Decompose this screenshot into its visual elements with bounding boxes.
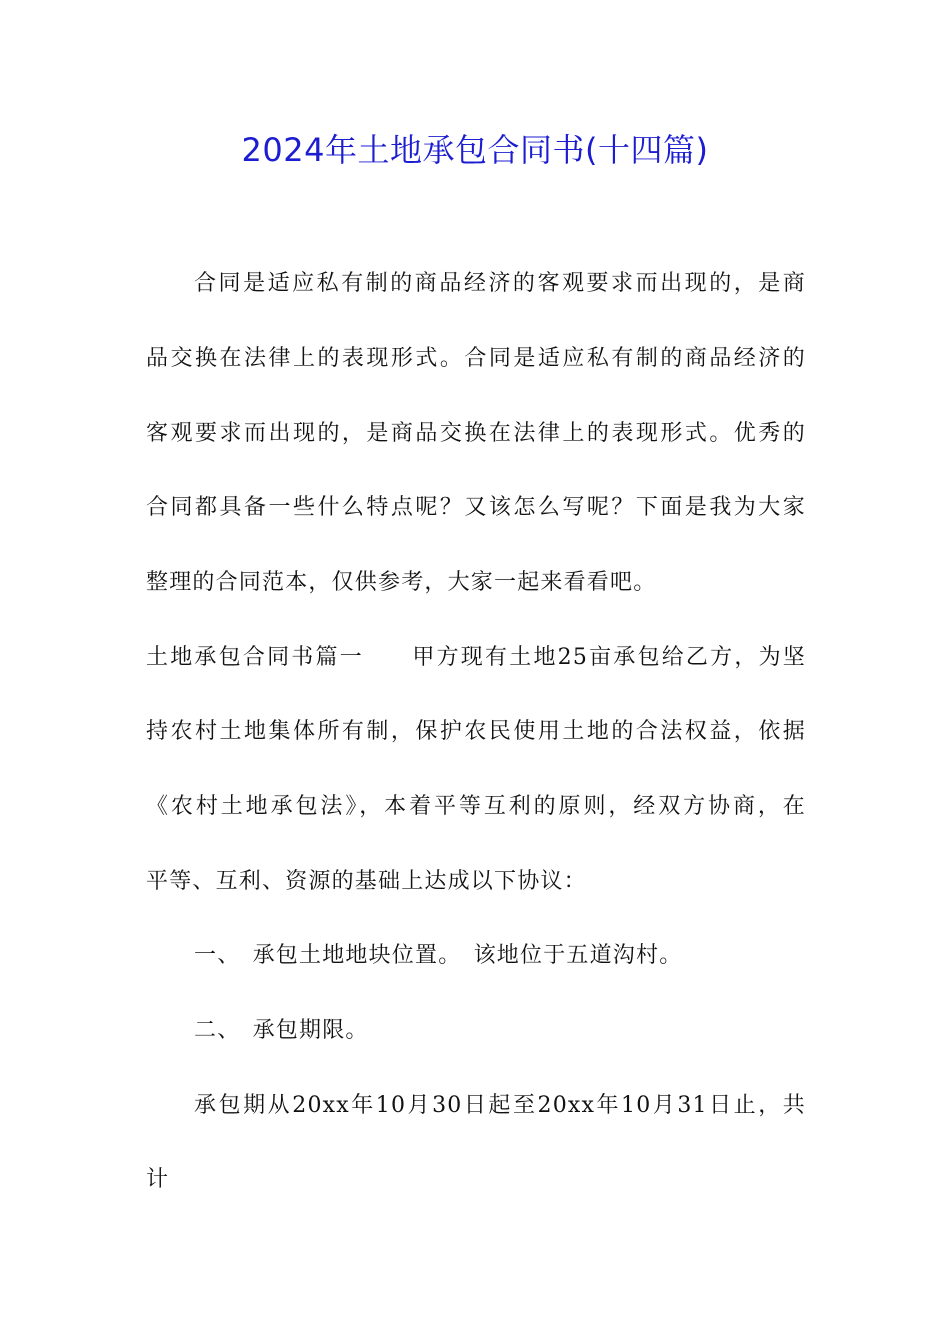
text-line-12: 承包期从20xx年10月30日起至20xx年10月31日止，共: [194, 1093, 806, 1118]
text-line-10: 一、 承包土地地块位置。 该地位于五道沟村。: [194, 943, 683, 968]
text-line-1: 合同是适应私有制的商品经济的客观要求而出现的，是商: [194, 271, 806, 296]
text-line-11: 二、 承包期限。: [194, 1018, 369, 1043]
text-line-7: 持农村土地集体所有制，保护农民使用土地的合法权益，依据: [146, 719, 806, 744]
text-line-3: 客观要求而出现的，是商品交换在法律上的表现形式。优秀的: [146, 421, 806, 446]
text-line-13: 计: [146, 1167, 170, 1192]
text-line-4: 合同都具备一些什么特点呢？又该怎么写呢？下面是我为大家: [146, 495, 806, 520]
document-title: 2024年土地承包合同书(十四篇): [241, 131, 709, 169]
text-line-8: 《农村土地承包法》，本着平等互利的原则，经双方协商，在: [146, 794, 806, 819]
text-line-9: 平等、互利、资源的基础上达成以下协议：: [146, 869, 587, 894]
text-line-2: 品交换在法律上的表现形式。合同是适应私有制的商品经济的: [146, 346, 806, 371]
text-line-5: 整理的合同范本，仅供参考，大家一起来看看吧。: [146, 570, 657, 595]
text-line-6: 土地承包合同书篇一 甲方现有土地25亩承包给乙方，为坚: [146, 645, 806, 670]
